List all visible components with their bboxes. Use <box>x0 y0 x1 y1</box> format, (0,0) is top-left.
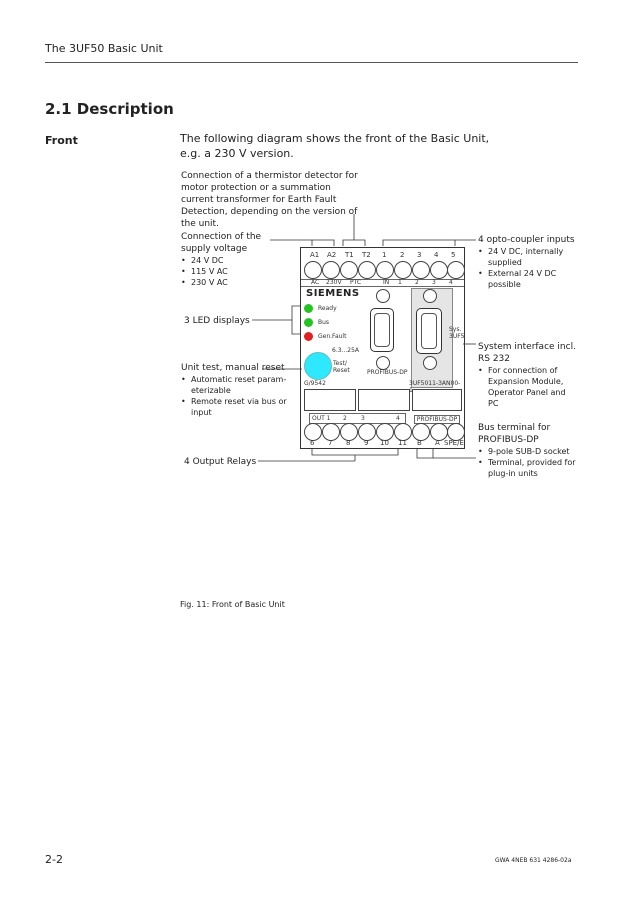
led-label: Bus <box>318 319 330 326</box>
out-label: 2 <box>343 415 347 422</box>
terminal-label: B <box>417 439 422 447</box>
subd-inner <box>421 313 437 349</box>
strip-label: AC <box>311 279 320 286</box>
relay-window <box>304 389 356 411</box>
supply-item: • 115 V AC <box>181 266 281 277</box>
sys-label: Sys. 3UF5 <box>449 326 465 340</box>
test-reset-button[interactable] <box>304 352 332 380</box>
callout-opto <box>478 234 578 290</box>
current-range: 6.3...25A <box>332 347 360 354</box>
callout-test <box>181 362 293 418</box>
callout-busterm <box>478 422 578 479</box>
terminal-label: T1 <box>345 251 354 259</box>
out-label: 4 <box>396 415 400 422</box>
intro-text: The following diagram shows the front of the Basic Unit, e.g. a 230 V version. <box>180 132 490 160</box>
test-item: • Remote reset via bus or input <box>181 396 293 418</box>
led-label: Ready <box>318 305 337 312</box>
callout-test-title: Unit test, manual reset <box>181 363 285 373</box>
callout-supply-title: Connection of the supply voltage <box>181 232 262 254</box>
terminal-label: 3 <box>417 251 422 259</box>
relay-window <box>412 389 462 411</box>
device-code-left: G/9542 <box>304 380 326 387</box>
system-interface-socket[interactable] <box>416 308 442 354</box>
subd-inner <box>374 313 390 347</box>
terminal-label: 11 <box>398 439 407 447</box>
callout-relays: 4 Output Relays <box>184 457 257 467</box>
side-label: Front <box>45 134 78 147</box>
screw-terminal <box>447 261 465 279</box>
opto-item: • External 24 V DC possible <box>478 268 578 290</box>
ready-led-icon <box>304 304 313 313</box>
profibus-subd-socket[interactable] <box>370 308 394 352</box>
screw-terminal <box>412 261 430 279</box>
screw-icon <box>423 356 437 370</box>
test-reset-label: Test/ Reset <box>333 360 350 374</box>
callout-thermistor: Connection of a thermistor detector for motor protection or a summation current transformer for Earth Fault Detection, depending on the version of the unit. <box>181 171 358 229</box>
terminal-label: 1 <box>382 251 387 259</box>
callout-sysint <box>478 341 578 409</box>
brand-logo: SIEMENS <box>306 288 360 299</box>
terminal-label: A2 <box>327 251 337 259</box>
callout-supply <box>181 231 281 288</box>
callout-opto-title: 4 opto-coupler inputs <box>478 235 575 245</box>
screw-terminal <box>340 261 358 279</box>
screw-terminal <box>376 261 394 279</box>
profibus-label: PROFIBUS-DP <box>367 369 408 376</box>
test-item: • Automatic reset param-eterizable <box>181 374 293 396</box>
strip-label: 3 <box>432 279 436 286</box>
basic-unit-device <box>300 247 465 449</box>
strip-line <box>301 286 464 287</box>
terminal-label: SPE/E <box>444 439 464 447</box>
figure-caption: Fig. 11: Front of Basic Unit <box>180 600 285 609</box>
page-number: 2-2 <box>45 853 63 866</box>
screw-icon <box>376 289 390 303</box>
screw-terminal <box>304 261 322 279</box>
busterm-item: • 9-pole SUB-D socket <box>478 446 578 457</box>
strip-label: 1 <box>398 279 402 286</box>
callout-led: 3 LED displays <box>184 316 250 326</box>
terminal-label: 6 <box>310 439 315 447</box>
strip-label: 2 <box>415 279 419 286</box>
section-title: 2.1 Description <box>45 100 174 118</box>
sysint-item: • For connection of Expansion Module, Operator Panel and PC <box>478 365 578 409</box>
document-id: GWA 4NEB 631 4286-02a <box>495 857 572 864</box>
strip-label: 230V <box>326 279 342 286</box>
terminal-label: 7 <box>328 439 333 447</box>
led-label: Gen.Fault <box>318 333 347 340</box>
callout-busterm-title: Bus terminal for PROFIBUS-DP <box>478 423 551 445</box>
terminal-label: T2 <box>362 251 371 259</box>
terminal-label: 9 <box>364 439 369 447</box>
strip-label: PTC <box>350 279 362 286</box>
bottom-profibus-label: PROFIBUS-DP <box>414 415 460 424</box>
terminal-label: 10 <box>380 439 389 447</box>
device-code-right: 3UF5011-3AN00-1 <box>409 380 461 394</box>
busterm-item: • Terminal, provided for plug-in units <box>478 457 578 479</box>
strip-label: IN <box>383 279 390 286</box>
terminal-label: A <box>435 439 440 447</box>
screw-icon <box>423 289 437 303</box>
strip-label: 4 <box>449 279 453 286</box>
terminal-label: 5 <box>451 251 456 259</box>
out-label: 3 <box>361 415 365 422</box>
supply-item: • 24 V DC <box>181 255 281 266</box>
terminal-label: A1 <box>310 251 320 259</box>
bus-led-icon <box>304 318 313 327</box>
screw-icon <box>376 356 390 370</box>
opto-item: • 24 V DC, internally supplied <box>478 246 578 268</box>
screw-terminal <box>430 261 448 279</box>
terminal-label: 8 <box>346 439 351 447</box>
callout-sysint-title: System interface incl. RS 232 <box>478 342 576 364</box>
relay-window <box>358 389 410 411</box>
terminal-label: 4 <box>434 251 439 259</box>
supply-item: • 230 V AC <box>181 277 281 288</box>
screw-terminal <box>358 261 376 279</box>
screw-terminal <box>394 261 412 279</box>
running-header: The 3UF50 Basic Unit <box>45 42 163 55</box>
out-label: OUT 1 <box>312 415 331 422</box>
terminal-label: 2 <box>400 251 405 259</box>
screw-terminal <box>322 261 340 279</box>
fault-led-icon <box>304 332 313 341</box>
